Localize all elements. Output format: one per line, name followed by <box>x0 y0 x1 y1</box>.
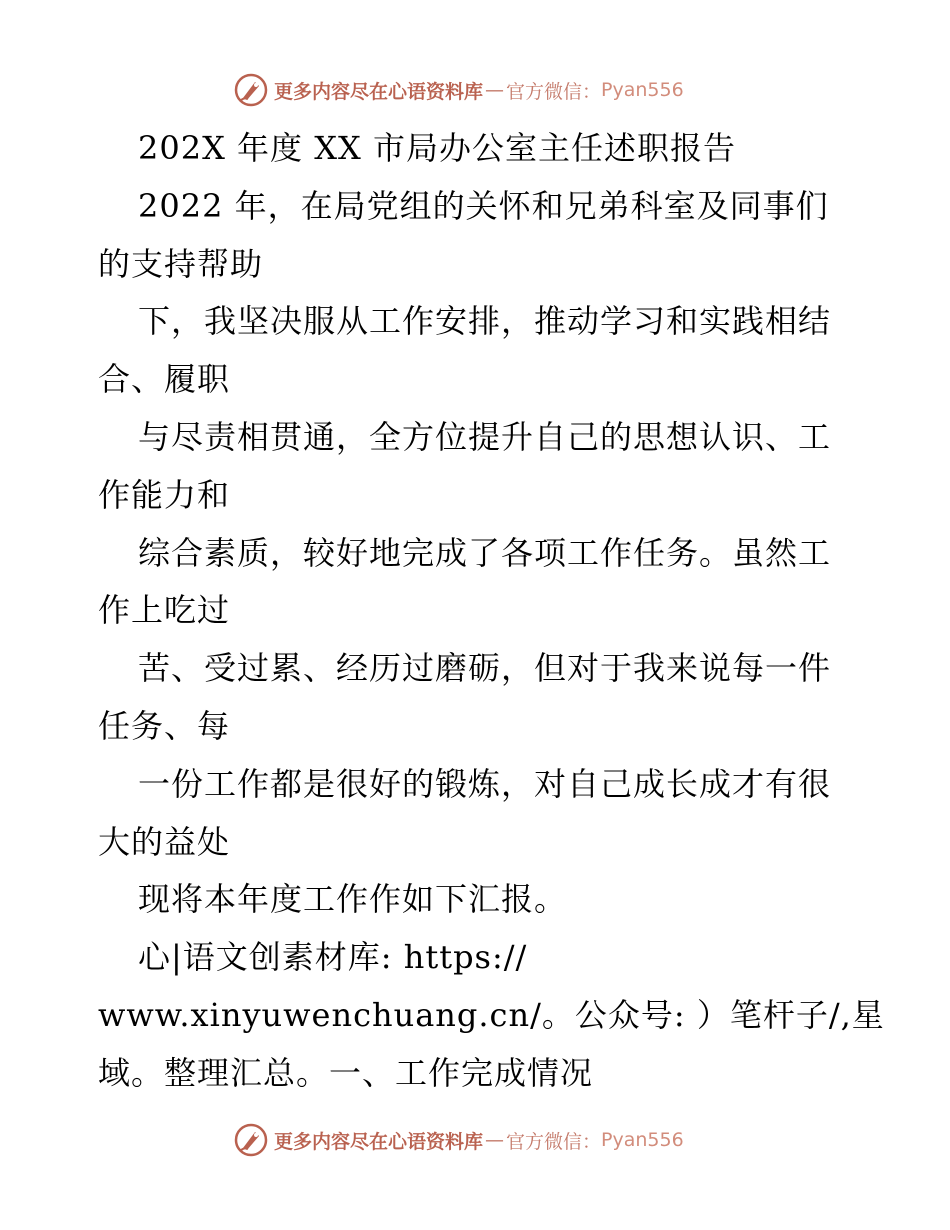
banner-main-text: 更多内容尽在心语资料库 <box>274 1130 484 1153</box>
paragraph-line: 合、履职 <box>98 360 231 399</box>
banner-dash: — <box>485 79 505 101</box>
banner-account: Pyan556 <box>601 79 684 101</box>
paragraph-line: 与尽责相贯通，全方位提升自己的思想认识、工 <box>138 417 832 456</box>
paragraph-line: 作能力和 <box>98 475 231 514</box>
paragraph-line: 作上吃过 <box>98 591 231 630</box>
paragraph-line: 下，我坚决服从工作安排，推动学习和实践相结 <box>138 302 832 341</box>
header-watermark-banner <box>234 70 684 110</box>
document-title: 202X 年度 XX 市局办公室主任述职报告 <box>138 129 736 167</box>
paragraph-line: 苦、受过累、经历过磨砺，但对于我来说每一件 <box>138 649 832 688</box>
pen-nib-logo-icon <box>234 1123 268 1157</box>
paragraph-line: 的支持帮助 <box>98 244 264 283</box>
banner-official-label: 官方微信： <box>506 80 602 103</box>
paragraph-line: 综合素质，较好地完成了各项工作任务。虽然工 <box>138 533 832 572</box>
paragraph-line: 任务、每 <box>98 706 231 745</box>
paragraph-line: 2022 年，在局党组的关怀和兄弟科室及同事们 <box>138 186 829 225</box>
paragraph-line: 一份工作都是很好的锻炼，对自己成长成才有很 <box>138 764 832 803</box>
pen-nib-logo-icon <box>234 73 268 107</box>
footer-watermark-banner <box>234 1120 684 1160</box>
source-line: www.xinyuwenchuang.cn/。公众号: ）笔杆子/,星 <box>98 995 885 1034</box>
paragraph-line: 现将本年度工作作如下汇报。 <box>138 880 568 919</box>
banner-official-label: 官方微信： <box>506 1130 602 1153</box>
banner-dash: — <box>485 1129 505 1151</box>
document-body <box>98 120 885 1103</box>
source-line: 心|语文创素材库: https:// <box>138 938 528 977</box>
banner-account: Pyan556 <box>601 1129 684 1151</box>
paragraph-line: 大的益处 <box>98 822 231 861</box>
section-heading-line: 域。整理汇总。一、工作完成情况 <box>98 1053 594 1092</box>
banner-main-text: 更多内容尽在心语资料库 <box>274 80 484 103</box>
